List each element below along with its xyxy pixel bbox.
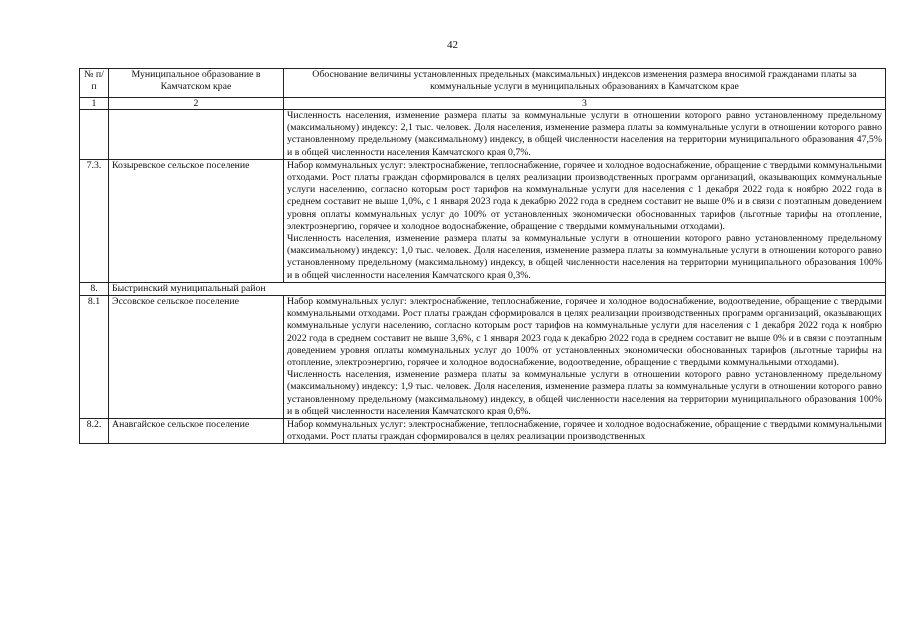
section-number: 8. (80, 282, 109, 295)
table-row (80, 159, 886, 282)
section-title: Быстринский муниципальный район (109, 282, 886, 295)
table-row (80, 296, 886, 419)
header-municipality: Муниципальное образование в Камчатском крае (109, 69, 284, 98)
page-number: 42 (447, 39, 458, 51)
row-number: 8.2. (80, 419, 109, 444)
row-number: 7.3. (80, 159, 109, 282)
column-index-3: 3 (284, 98, 886, 110)
row-number (80, 110, 109, 160)
section-row (80, 282, 886, 295)
tariff-index-table (79, 68, 886, 444)
row-municipality (109, 110, 284, 160)
header-justification: Обоснование величины установленных предельных (максимальных) индексов изменения размера вносимой гражданами платы за коммунальные услуги в муниципальных образованиях в Камчатском крае (284, 69, 886, 98)
justification-paragraph: Численность населения, изменение размера платы за коммунальные услуги в отношении которого равно установленному предельному (максимальному) индексу: 1,9 тыс. человек. Доля населения, изменение размера платы за коммунальные услуги в отношении которого равно установленному предельному (максимальному) индексу, в общей численности населения на территории муниципального образования 100% и в общей численности населения Камчатского края 0,6%. (287, 369, 882, 417)
justification-paragraph: Набор коммунальных услуг: электроснабжение, теплоснабжение, горячее и холодное водоснабжение, водоотведение, обращение с твердыми коммунальными отходами. Рост платы граждан сформировался в целях реализации производственных программ организаций, оказывающих коммунальные услуги населению, согласно которым рост тарифов на коммунальные услуги для населения с 1 декабря 2022 года к ноябрю 2022 года в среднем составит не выше 3,6%, с 1 января 2023 года к декабрю 2022 года в среднем составит не выше 0% и в связи с поэтапным доведением уровня оплаты коммунальных услуг до 100% от установленных экономически обоснованных тарифов (льготные тарифы на отопление, электроэнергию, горячее и холодное водоснабжение, водоотведение, обращение с твердыми коммунальными отходами). (287, 296, 882, 369)
row-municipality: Эссовское сельское поселение (109, 296, 284, 419)
row-justification (284, 296, 886, 419)
header-number: № п/п (80, 69, 109, 98)
justification-paragraph: Набор коммунальных услуг: электроснабжение, теплоснабжение, горячее и холодное водоснабжение, обращение с твердыми коммунальными отходами. Рост платы граждан сформировался в целях реализации производственных (287, 419, 882, 443)
row-number: 8.1 (80, 296, 109, 419)
table-row (80, 419, 886, 444)
row-municipality: Анавгайское сельское поселение (109, 419, 284, 444)
row-justification (284, 159, 886, 282)
justification-paragraph: Численность населения, изменение размера платы за коммунальные услуги в отношении которого равно установленному предельному (максимальному) индексу: 2,1 тыс. человек. Доля населения, изменение размера платы за коммунальные услуги в отношении которого равно установленному предельному (максимальному) индексу, в общей численности населения на территории муниципального образования 47,5% и в общей численности населения Камчатского края 0,7%. (287, 110, 882, 158)
justification-paragraph: Численность населения, изменение размера платы за коммунальные услуги в отношении которого равно установленному предельному (максимальному) индексу: 1,0 тыс. человек. Доля населения, изменение размера платы за коммунальные услуги в отношении которого равно установленному предельному (максимальному) индексу, в общей численности населения на территории муниципального образования 100% и в общей численности населения Камчатского края 0,3%. (287, 233, 882, 281)
justification-paragraph: Набор коммунальных услуг: электроснабжение, теплоснабжение, горячее и холодное водоснабжение, обращение с твердыми коммунальными отходами. Рост платы граждан сформировался в целях реализации производственных программ организаций, оказывающих коммунальные услуги населению, согласно которым рост тарифов на коммунальные услуги для населения с 1 декабря 2022 года к ноябрю 2022 года в среднем составит не выше 1,0%, с 1 января 2023 года к декабрю 2022 года в среднем составит не выше 0% и в связи с поэтапным доведением уровня оплаты коммунальных услуг до 100% от установленных экономически обоснованных тарифов (льготные тарифы на отопление, электроэнергию, горячее и холодное водоснабжение, обращение с твердыми коммунальными отходами). (287, 159, 882, 232)
table-row (80, 110, 886, 160)
row-municipality: Козыревское сельское поселение (109, 159, 284, 282)
column-index-2: 2 (109, 98, 284, 110)
row-justification (284, 419, 886, 444)
row-justification (284, 110, 886, 160)
column-index-1: 1 (80, 98, 109, 110)
